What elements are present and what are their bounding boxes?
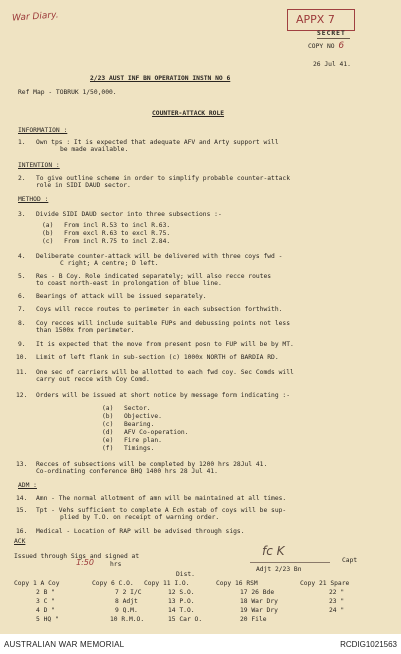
para-13-line-2: Co-ordinating conference BHQ 1400 hrs 28 Jul 41. [36,468,218,475]
copy-number-hand: 6 [338,41,345,51]
dist-row-5-col-3: 15 Car O. [168,616,203,623]
ack-hrs-text: hrs [110,561,122,568]
para-3-item-a-text: From incl R.53 to incl R.63. [64,222,171,229]
dist-row-5-col-2: 10 R.M.O. [110,616,145,623]
dist-row-4-col-3: 14 T.O. [168,607,195,614]
para-4-number: 4. [18,253,26,260]
signature-line [250,562,330,563]
signature-rank: Capt [342,557,358,564]
dist-row-1-col-4: Copy 16 RSM [216,580,258,587]
dist-row-4-col-1: 4 D " [36,607,55,614]
para-5-number: 5. [18,273,26,280]
para-5-line-1: Res - B Coy. Role indicated separately; will also recce routes [36,273,272,280]
para-15-line-1: Tpt - Vehs sufficient to complete A Ech estab of coys will be sup- [36,507,287,514]
security-classification: SECRET [317,30,346,37]
dist-row-1-col-3: Copy 11 I.O. [144,580,190,587]
para-1-line-1: Own tps : It is expected that adequate AFV and Arty support will [36,139,279,146]
para-12-item-a-text: Sector. [124,405,151,412]
para-4-line-2: C right; A centre; D left. [60,260,159,267]
para-12-item-e-label: (e) [102,437,114,444]
para-6-number: 6. [18,293,26,300]
para-13-number: 13. [16,461,28,468]
para-4-line-1: Deliberate counter-attack will be delivered with three coys fwd - [36,253,283,260]
copy-label: COPY NO [308,43,335,50]
dist-row-4-col-2: 9 Q.M. [115,607,138,614]
dist-row-3-col-3: 13 P.O. [168,598,195,605]
issue-time-hand: 1:50 [76,558,94,567]
para-3-item-c-text: From incl R.75 to incl Z.84. [64,238,171,245]
section-method: METHOD : [18,196,49,203]
dist-row-5-col-1: 5 HQ " [36,616,59,623]
para-2-line-1: To give outline scheme in order to simplify probable counter-attack [36,175,291,182]
para-12-item-e-text: Fire plan. [124,437,162,444]
para-11-number: 11. [16,369,28,376]
para-3-item-b-text: From excl R.63 to excl R.75. [64,230,171,237]
para-6-text: Bearings of attack will be issued separately. [36,293,207,300]
dist-row-2-col-4: 17 26 Bde [240,589,275,596]
document-date: 26 Jul 41. [313,61,351,68]
dist-row-4-col-4: 19 War Dry [240,607,278,614]
para-12-item-f-label: (f) [102,445,114,452]
para-12-item-a-label: (a) [102,405,114,412]
para-7-number: 7. [18,306,26,313]
ack-issued-text: Issued through Sigs and signed at [14,553,140,560]
para-8-number: 8. [18,320,26,327]
dist-row-1-col-1: Copy 1 A Coy [14,580,60,587]
dist-row-1-col-5: Copy 21 Spare [300,580,350,587]
dist-row-1-col-2: Copy 6 C.O. [92,580,134,587]
archive-name: AUSTRALIAN WAR MEMORIAL [4,640,125,649]
para-1-line-2: be made available. [60,146,129,153]
dist-row-2-col-3: 12 S.O. [168,589,195,596]
archive-footer [0,634,401,654]
para-11-line-1: One sec of carriers will be allotted to each fwd coy. Sec Comds will [36,369,294,376]
para-12-item-b-text: Objective. [124,413,162,420]
para-12-item-c-text: Bearing. [124,421,155,428]
para-14-text: Amn - The normal allotment of amn will be maintained at all times. [36,495,287,502]
para-13-line-1: Recces of subsections will be completed by 1200 hrs 28Jul 41. [36,461,268,468]
para-11-line-2: carry out recce with Coy Comd. [36,376,150,383]
para-12-item-f-text: Timings. [124,445,155,452]
para-16-text: Medical - Location of RAP will be advised through sigs. [36,528,245,535]
para-1-number: 1. [18,139,26,146]
para-2-number: 2. [18,175,26,182]
appendix-label: APPX 7 [296,13,335,26]
para-12-item-b-label: (b) [102,413,114,420]
dist-row-2-col-5: 22 " [329,589,345,596]
para-8-line-2: than 1500x from perimeter. [36,327,135,334]
security-underline [317,38,350,39]
para-15-line-2: plied by T.O. on receipt of warning order. [60,514,220,521]
para-3-text: Divide SIDI DAUD sector into three subsections :- [36,211,222,218]
para-3-item-a-label: (a) [42,222,54,229]
para-12-item-d-text: AFV Co-operation. [124,429,189,436]
reference-map: Ref Map - TOBRUK 1/50,000. [18,89,117,96]
appendix-box [287,9,355,31]
para-10-text: Limit of left flank in sub-section (c) 1000x NORTH of BARDIA RD. [36,354,279,361]
para-3-item-b-label: (b) [42,230,54,237]
section-adm: ADM : [18,482,37,489]
para-10-number: 10. [16,354,28,361]
para-12-number: 12. [16,392,28,399]
para-15-number: 15. [16,507,28,514]
section-information: INFORMATION : [18,127,68,134]
para-12-item-c-label: (c) [102,421,114,428]
para-14-number: 14. [16,495,28,502]
para-9-text: It is expected that the move from present posn to FUP will be by MT. [36,341,294,348]
para-5-line-2: to coast north-east in prolongation of blue line. [36,280,222,287]
war-diary-annotation: War Diary. [11,10,59,24]
signature-role: Adjt 2/23 Bn [256,566,302,573]
para-3-number: 3. [18,211,26,218]
para-12-text: Orders will be issued at short notice by message form indicating :- [36,392,291,399]
para-8-line-1: Coy recces will include suitable FUPs and debussing points not less [36,320,291,327]
para-16-number: 16. [16,528,28,535]
distribution-title: Dist. [176,571,195,578]
archive-reference: RCDIG1021563 [340,640,397,649]
dist-row-3-col-2: 8 Adjt [115,598,138,605]
copy-number [308,43,344,50]
para-9-number: 9. [18,341,26,348]
dist-row-3-col-4: 18 War Dry [240,598,278,605]
dist-row-2-col-1: 2 B " [36,589,55,596]
dist-row-5-col-4: 20 File [240,616,267,623]
para-3-item-c-label: (c) [42,238,54,245]
para-7-text: Coys will recce routes to perimeter in each subsection forthwith. [36,306,283,313]
section-ack: ACK [14,538,26,545]
dist-row-4-col-5: 24 " [329,607,345,614]
para-2-line-2: role in SIDI DAUD sector. [36,182,131,189]
dist-row-3-col-1: 3 C " [36,598,55,605]
document-title: 2/23 AUST INF BN OPERATION INSTN NO 6 [90,75,231,82]
role-title: COUNTER-ATTACK ROLE [152,110,225,117]
section-intention: INTENTION : [18,162,60,169]
para-12-item-d-label: (d) [102,429,114,436]
dist-row-2-col-2: 7 2 I/C [115,589,142,596]
signature-hand: fc K [262,544,285,558]
dist-row-3-col-5: 23 " [329,598,345,605]
